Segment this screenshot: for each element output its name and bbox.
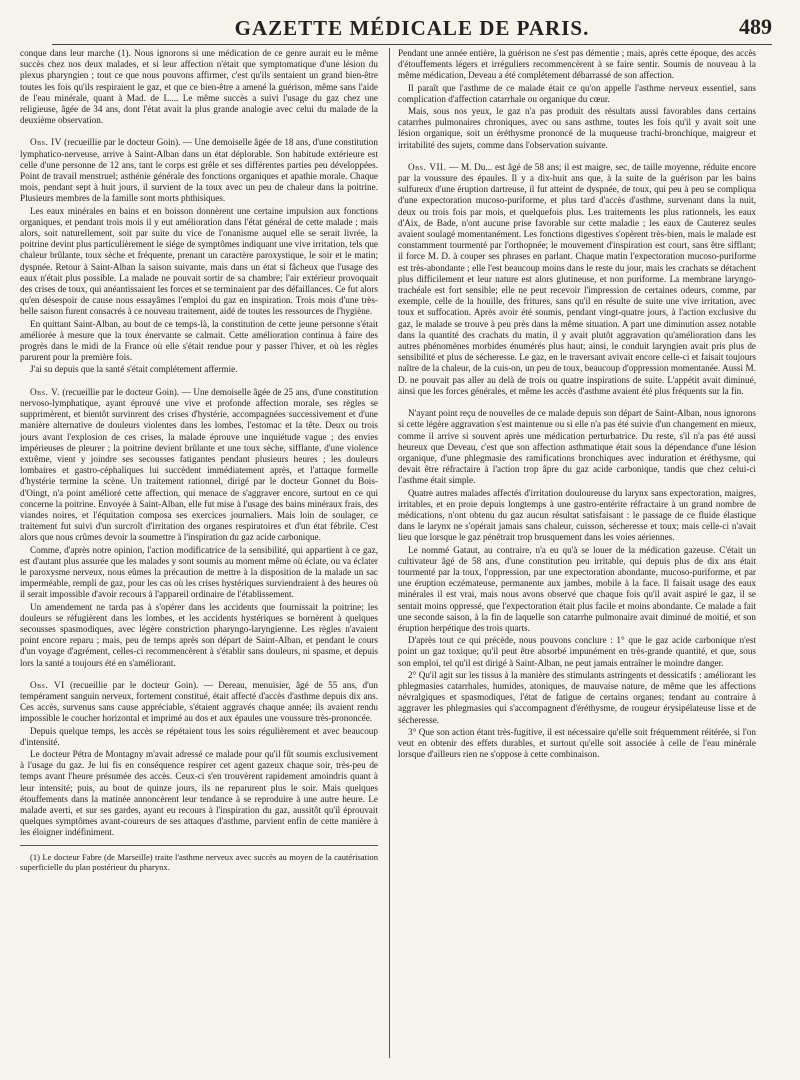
observation-5 [20, 387, 378, 544]
paragraph: Le docteur Pétra de Montagny m'avait adressé ce malade pour qu'il fût soumis exclusivement à l'usage du gaz. Je lui fis en conséquence respirer cet agent gazeux chaque soir, très-peu de temps avant l'heure présumée des accès. Ceux-ci s'en trouvèrent rapidement amoindris quant à leur intensité; puis, au bout de quinze jours, ils ne reparurent plus le soir. Mais quelques étouffements dans la matinée annoncèrent leur tendance à se reproduire à une autre heure. Le malade averti, et sur ses gardes, ayant eu recours à l'inspiration du gaz, aussitôt qu'il éprouvait quelques symptômes avant-coureurs de ses attaques d'asthme, parvient enfin de cette manière à les éloigner indéfiniment. [20, 748, 378, 838]
page-header [52, 14, 772, 40]
left-column [20, 48, 378, 1064]
paragraph: D'après tout ce qui précède, nous pouvons conclure : 1° que le gaz acide carbonique n'est point un gaz toxique; qu'il peut être absorbé impunément en très-grande quantité, et que, sous son emploi, tel qu'il est dirigé à Saint-Alban, ne peut jamais entraîner le moindre danger. [398, 635, 756, 668]
paragraph: Il paraît que l'asthme de ce malade était ce qu'on appelle l'asthme nerveux essentiel, sans complication d'affection catarrhale ou organique du cœur. [398, 82, 756, 104]
paragraph: conque dans leur marche (1). Nous ignorons si une médication de ce genre aurait eu le même succès chez nos deux malades, et si leur affection n'était que symptomatique d'une lésion du plexus pharyngien ; tout ce que nous pouvons affirmer, c'est qu'ils sentaient un grand bien-être toutes les fois qu'ils respiraient le gaz, et que ce bien-être a amené la guérison, même sans l'aide de l'eau minérale, quant à Mad. de L.... Le même succès a suivi l'usage du gaz chez une religieuse, âgée de 34 ans, dont l'état avait la plus grande analogie avec celui du malade de la deuxième observation. [20, 48, 378, 126]
observation-label: Obs. IV [30, 137, 62, 148]
paragraph: Comme, d'après notre opinion, l'action modificatrice de la sensibilité, qui appartient à ce gaz, est d'autant plus assurée que les malades y sont soumis au moment même où éclate, ou va éclater le paroxysme nerveux, nous eûmes la précaution de mettre à la disposition de la malade un sac imperméable, rempli de gaz, pour les cas où les crises hystériques surviendraient à des heures où il serait impossible d'avoir recours à l'appareil ordinaire de l'établissement. [20, 544, 378, 600]
column-divider [389, 48, 390, 1058]
observation-4 [20, 137, 378, 204]
right-column [398, 48, 756, 1064]
observation-text: (recueillie par le docteur Goin). — Dereau, menuisier, âgé de 55 ans, d'un tempérament sanguin nerveux, fortement constitué, était affecté d'accès d'asthme depuis dix ans. Ces accès, survenus sans cause appréciable, s'étaient aggravés chaque année; ils avaient rendu impossible le coucher horizontal et imprimé au dos et aux épaules une voussure très-prononcée. [20, 679, 378, 724]
paragraph: Pendant une année entière, la guérison ne s'est pas démentie ; mais, après cette époque, des accès d'étouffements légers et irréguliers recommencèrent à se faire sentir. Soumis de nouveau à la même médication, Deveau a été complétement débarrassé de son affection. [398, 48, 756, 81]
paragraph: J'ai su depuis que la santé s'était complétement affermie. [30, 364, 238, 375]
observation-text: — M. Du... est âgé de 58 ans; il est maigre, sec, de taille moyenne, réduite encore par la voussure des épaules. Il y a dix-huit ans que, à la suite de la guérison par les bains sulfureux d'une éruption dartreuse, il fut atteint de dyspnée, de toux, qui peu à peu se compliqua d'une expectoration mucoso-puriforme, et plus tard d'accès d'asthme, survenant dans la nuit, deux ou trois fois par mois, et quelquefois plus. Les traitements les plus rationnels, les eaux d'Aix, de Bade, n'ont aucune prise favorable sur cette maladie ; les eaux de Cauterez seules avaient soulagé momentanément. Les fonctions digestives s'opèrent très-bien, mais le malade est constamment tourmenté par l'orthopnée; le mouvement d'inspiration est court, sans être sifflant; il force M. D. à couper ses phrases en parlant. Chaque matin l'expectoration mucoso-puriforme est très-abondante ; elle l'est beaucoup moins dans le reste du jour, mais les crachats se détachent plus difficilement et leur nature est alors glutineuse, et non puriforme. La membrane laryngo-trachéale est fort sensible; elle ne peut recevoir l'impression de certaines odeurs, comme, par exemple, celle de la houille, des fritures, sans qu'il en résulte de suite une vive irritation, avec toux et suffocation. Après avoir été soumis, pendant vingt-quatre jours, à l'action exclusive du gaz, le malade se trouve à peu près dans la même situation. A part une diminution assez notable dans la quantité des crachats du matin, il y avait plutôt aggravation qu'amélioration dans les autres phénomènes morbides énumérés plus haut; ainsi, le conduit laryngien avait pris plus de sensibilité et plus de sécheresse. Le gaz, en le traversant avivait encore celle-ci et faisait toujours naître de la chaleur, de la cuis-on, un peu de toux, beaucoup d'oppression momentanée. Aussi M. D. ne pouvait pas aller au delà de trois ou quatre inspirations de suite. L'appétit avait diminué, ainsi que les forces générales, et même les accès d'asthme avaient été plus fréquents sur la fin. [398, 161, 756, 396]
observation-7 [398, 162, 756, 397]
paragraph: Mais, sous nos yeux, le gaz n'a pas produit des résultats aussi favorables dans certains catarrhes pulmonaires chroniques, avec ou sans asthme, toutes les fois qu'il y avait soit une lésion organique, soit un éréthysme prononcé de la muqueuse trachi-bronchique, maigreur et irritabilité des sujets, comme dans l'observation suivante. [398, 106, 756, 150]
running-title: GAZETTE MÉDICALE DE PARIS. [234, 16, 590, 40]
observation-text: (recueillie par le docteur Goin). — Une demoiselle âgée de 18 ans, d'une constitution lymphatico-nerveuse, arrive à Saint-Alban dans un état déplorable. Son habitude extérieure est celle d'une personne de 12 ans, tant le corps est grêle et ses différentes parties peu développées. Point de travail menstruel; asthénie générale des fonctions organiques et apathie morale. Chaque mois, pendant sept à huit jours, il survient de la toux avec un peu de chaleur dans la poitrine. Plusieurs membres de la famille sont morts phthisiques. [20, 137, 378, 204]
paragraph: Depuis quelque temps, les accès se répétaient tous les soirs régulièrement et avec beaucoup d'intensité. [20, 725, 378, 747]
observation-text: (recueillie par le docteur Goin). — Une demoiselle âgée de 25 ans, d'une constitution nervoso-lymphatique, ayant éprouvé une vive et profonde affection morale, ses règles se supprimèrent, et bientôt survinrent des crises d'hystérie, accompagnées successivement et d'une manière alternative de douleurs violentes dans les lombes, l'estomac et la tête. Deux ou trois jours avant l'explosion de ces crises, la malade éprouve une inquiétude vague ; des envies impérieuses de pleurer ; la poitrine devient brûlante et une toux sèche, sifflante, d'une violence extrême, vient y joindre ses secousses fatigantes pendant plusieurs heures ; les douleurs lombaires et gastro-céphaliques lui succèdent immédiatement après, et l'attaque formelle d'hystérie termine la scène. Un traitement rationnel, dirigé par le docteur Gonnet du Bois-d'Oingt, n'a point amélioré cette affection, qui menace de s'aggraver encore, surtout en ce qui concerne la poitrine. Envoyée à Saint-Alban, elle fut mise à l'usage des bains minéraux frais, des viandes noires, et l'équitation composa ses exercices journaliers. Mais loin de soulager, ce traitement fut suivi d'un surcroît d'irritation des organes respiratoires et d'un état fébrile. C'est alors que nous crûmes devoir la soumettre à l'inspiration du gaz acide carbonique. [20, 386, 378, 543]
paragraph: 2° Qu'il agit sur les tissus à la manière des stimulants astringents et dessicatifs : améliorant les phlegmasies catarrhales, humides, atoniques, de mauvaise nature, de même que les affections névralgiques et spasmodiques, l'état de fatigue de certains organes; tendant au contraire à aggraver les phlegmasies qui s'accompagnent d'éréthysme, de rougeur érysipélateuse lisse et de sécheresse. [398, 669, 756, 725]
observation-label: Obs. V. [30, 386, 60, 397]
paragraph: Le nommé Gataut, au contraire, n'a eu qu'à se louer de la médication gazeuse. C'était un cultivateur âgé de 58 ans, d'une constitution peu irritable, qui depuis plus de dix ans était tourmenté par la toux, l'oppression, par une expectoration abondante, mucoso-puriforme, et par une éruption eczémateuse, permanente aux jambes, mobile à la face. Il faisait usage des eaux minérales il est vrai, mais nous avons observé que chaque fois qu'il avait aspiré le gaz, il se sentait moins oppressé, que l'expectoration était plus facile et moins abondante. Ce malade a fait une seconde saison, à la fin de laquelle son catarrhe pulmonaire avait diminué de moitié, et son éruption herpétique des trois quarts. [398, 544, 756, 633]
paragraph: Quatre autres malades affectés d'irritation douloureuse du larynx sans expectoration, maigres, irritables, et en proie depuis longtemps à une gastro-entérite réfractaire à un grand nombre de médications, n'ont obtenu du gaz aucun résultat satisfaisant : le passage de ce fluide élastique dans le larynx ne s'opérait jamais sans chaleur, cuisson, sécheresse et toux; mais celle-ci n'avait lieu que lorsque le gaz pénétrait trop brusquement dans les voies aériennes. [398, 487, 756, 543]
header-rule [52, 44, 772, 45]
paragraph: Les eaux minérales en bains et en boisson donnèrent une certaine impulsion aux fonctions organiques, et pendant trois mois il y eut amélioration dans l'état général de cette malade ; mais alors, soit naturellement, soit par suite du vice de l'onanisme auquel elle se serait livrée, la poitrine devint plus particulièrement le siége de symptômes indiquant une vive irritation, tels que chaleur brûlante, toux sèche et fréquente, prenant un caractère paroxystique, le soir et le matin; dyspnée. Retour à Saint-Alban la saison suivante, mais dans un état si fâcheux que l'usage des eaux n'était plus possible. La malade ne pouvait sortir de sa chambre; l'air extérieur provoquait des crises de toux, qui anéantissaient les forces et se terminaient par des défaillances. Ce fut alors qu'en désespoir de cause nous essayâmes l'emploi du gaz en inspiration. Trois mois d'une très-belle saison furent consacrés à ce nouveau traitement, aidé de toutes les ressources de l'hygiène. [20, 205, 378, 317]
observation-6 [20, 680, 378, 725]
observation-label: Obs. VI [30, 679, 65, 690]
paragraph: N'ayant point reçu de nouvelles de ce malade depuis son départ de Saint-Alban, nous ignorons si cette légère aggravation s'est maintenue ou si elle n'a pas été suivie d'un changement en mieux, comme il arrive si souvent après une médication perturbatrice. Du reste, s'il n'a pas été aussi heureux que Deveau, c'est que son affection asthmatique était sous la dépendance d'une lésion organique, d'une phlegmasie des ramifications bronchiques avec induration et éréthysme, qui devait être réfractaire à l'action trop âpre du gaz acide carbonique, tandis que chez celui-ci l'asthme était simple. [398, 408, 756, 486]
observation-label: Obs. VII. [408, 161, 447, 172]
paragraph: Un amendement ne tarda pas à s'opérer dans les accidents que fournissait la poitrine; les douleurs se réfugièrent dans les lombes, et les accidents hystériques se bornèrent à quelques secousses spasmodiques, avec légère constriction pharyngo-laryngienne. Les règles n'avaient point encore reparu ; mais, peu de temps après son départ de Saint-Alban, et pendant le cours d'un voyage d'agrément, celles-ci recommencèrent à s'établir sans douleurs, ni spasme, et depuis lors la santé a toujours été en s'améliorant. [20, 601, 378, 668]
paragraph: 3° Que son action étant très-fugitive, il est nécessaire qu'elle soit fréquemment réitérée, si l'on veut en obtenir des effets durables, et surtout qu'elle soit associée à celle de l'eau minérale lorsque d'ailleurs rien ne s'oppose à cette combinaison. [398, 726, 756, 760]
paragraph: En quittant Saint-Alban, au bout de ce temps-là, la constitution de cette jeune personne s'était améliorée à mesure que la toux énervante se calmait. Cette amélioration continua à faire des progrès dans le midi de la France où elle s'était rendue pour y passer l'hiver, et où les règles parurent pour la première fois. [20, 318, 378, 363]
footnote-rule [20, 845, 378, 846]
footnote: (1) Le docteur Fabre (de Marseille) traite l'asthme nerveux avec succès au moyen de la cautérisation superficielle du plan postérieur du pharynx. [20, 851, 378, 873]
page-number: 489 [739, 14, 772, 39]
